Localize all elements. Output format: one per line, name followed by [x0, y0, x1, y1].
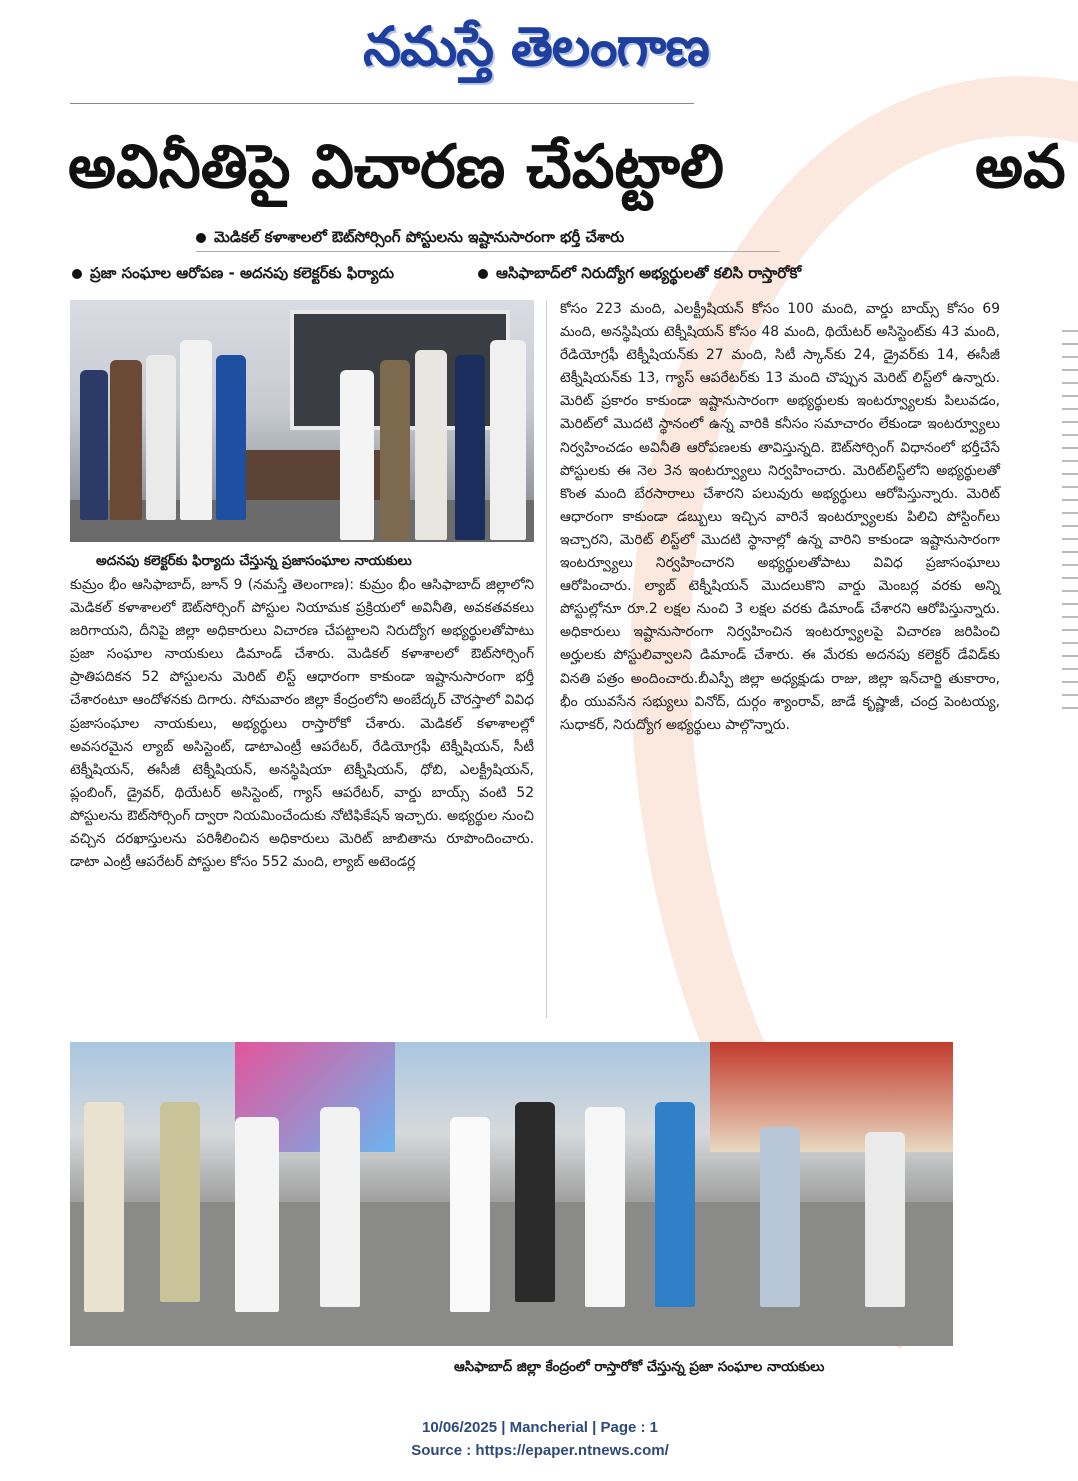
photo-rasta-roko-protest: [70, 1042, 953, 1346]
bullet-icon: [196, 233, 206, 243]
photo-person: [235, 1117, 279, 1312]
photo-person: [146, 355, 176, 520]
bullet-icon: [72, 269, 82, 279]
photo-person: [865, 1132, 905, 1307]
column-divider: [546, 300, 547, 1018]
adjacent-article-text-strip: [1062, 320, 1078, 1400]
photo-person: [180, 340, 212, 520]
subheadline-1: [196, 222, 780, 252]
article-headline: అవినీతిపై విచారణ చేపట్టాలి: [68, 132, 724, 202]
photo-shopfront: [710, 1042, 953, 1152]
photo-person: [760, 1127, 800, 1307]
photo-person: [320, 1107, 360, 1307]
adjacent-headline-fragment: అవ: [975, 132, 1066, 202]
photo-person: [655, 1102, 695, 1307]
article-body-middle-column: కోసం 223 మంది, ఎలక్ట్రీషియన్ కోసం 100 మంది, వార్డు బాయ్స్ కోసం 69 మంది, అనస్థిషియ టెక్నీషియన్ కోసం 48 మంది, థియేటర్ అసిస్టెంట్‌కు 43 మంది, రేడియోగ్రఫీ టెక్నీషియన్‌కు 27 మంది, సిటీ స్కాన్‌కు 24, డ్రైవర్‌కు 14, ఈసీజీ టెక్నీషియన్‌కు 13, గ్యాస్ ఆపరేటర్‌కు 13 మంది చొప్పున మెరిట్ లిస్ట్‌లో ఉన్నారు. మెరిట్ ప్రకారం కాకుండా ఇష్టానుసారంగా అభ్యర్థులకు ఇంటర్వ్యూలకు పిలువడం, మెరిట్‌లో మొదటి స్థానంలో ఉన్న వారికి కనీసం సమాచారం లేకుండా ఇంటర్వ్యూలు నిర్వహించడం అవినీతి ఆరోపణలకు తావిస్తున్నది. ఔట్‌సోర్సింగ్ విధానంలో భర్తీచేసే పోస్టులకు ఈ నెల 3న ఇంటర్వ్యూలు నిర్వహించారు. మెరిట్‌లిస్ట్‌లోని అభ్యర్థులతో కొంత మంది బేరసారాలు చేశారని పలువురు అభ్యర్థులు ఆరోపిస్తున్నారు. మెరిట్ ఆధారంగా కాకుండా డబ్బులు ఇచ్చిన వారినే ఇంటర్వ్యూలకు పిలిచి పోస్టింగ్‌లు ఇచ్చారని, మెరిట్ లిస్ట్‌లో మొదటి స్థానాల్లో ఉన్న వారిని కాకుండా ఇష్టానుసారంగా ఇంటర్వ్యూలు నిర్వహించారని అభ్యర్థులతోపాటు వివిధ ప్రజాసంఘాలు ఆరోపించారు. ల్యాబ్ టెక్నీషియన్ మొదలుకొని వార్డు మెంబర్ల వరకు అన్ని పోస్టుల్లోనూ రూ.2 లక్షల నుంచి 3 లక్షల వరకు డిమాండ్ చేశారని ఆరోపిస్తున్నారు. అధికారులు ఇష్టానుసారంగా నిర్వహించిన ఇంటర్వ్యూలపై విచారణ జరిపించి అర్హులకు పోస్టులివ్వాలని డిమాండ్ చేశారు. ఈ మేరకు అదనపు కలెక్టర్ డేవిడ్‌కు వినతి పత్రం అందించారు.బీఎస్పీ జిల్లా అధ్యక్షుడు రాజు, జిల్లా ఇన్‌చార్జి తుకారాం, భీం యువసేన సభ్యులు వినోద్, దుర్గం శ్యాంరావ్, జాడే కృష్ణాజీ, చంద్ర పెంటయ్య, సుధాకర్, నిరుద్యోగ అభ్యర్థులు పాల్గొన్నారు.: [560, 301, 1000, 733]
photo-caption-2: ఆసిఫాబాద్ జిల్లా కేంద్రంలో రాస్తారోకో చేస్తున్న ప్రజా సంఘాల నాయకులు: [454, 1359, 825, 1375]
photo-person: [455, 355, 485, 540]
footer-source-link[interactable]: Source : https://epaper.ntnews.com/: [411, 1442, 669, 1459]
subheadline-2: [72, 258, 492, 288]
subheadline-3-text: ఆసిఫాబాద్‌లో నిరుద్యోగ అభ్యర్థులతో కలిసి రాస్తారోకో: [496, 264, 802, 282]
subheadline-2-text: ప్రజా సంఘాల ఆరోపణ - అదనపు కలెక్టర్‌కు ఫిర్యాదు: [90, 264, 395, 282]
photo-person: [515, 1102, 555, 1302]
article-body-left-column: కుమ్రం భీం ఆసిఫాబాద్, జూన్ 9 (నమస్తే తెలంగాణ): కుమ్రం భీం ఆసిఫాబాద్ జిల్లాలోని మెడికల్ కళాశాలలో ఔట్‌సోర్సింగ్ పోస్టుల నియామక ప్రక్రియలో అవినీతి, అవకతవకలు జరిగాయని, దీనిపై జిల్లా అధికారులు విచారణ చేపట్టాలని నిరుద్యోగ అభ్యర్థులతోపాటు ప్రజా సంఘాల నాయకులు డిమాండ్ చేశారు. మెడికల్ కళాశాలలో ఔట్‌సోర్సింగ్ ప్రాతిపదికన 52 పోస్టులను మెరిట్ లిస్ట్ ఆధారంగా కాకుండా ఇష్టానుసారంగా భర్తీ చేశారంటూ ఆందోళనకు దిగారు. సోమవారం జిల్లా కేంద్రంలోని అంబేద్కర్ చౌరస్తాలో వివిధ ప్రజాసంఘాల నాయకులు, అభ్యర్థులు రాస్తారోకో చేశారు. మెడికల్ కళాశాలల్లో అవసరమైన ల్యాబ్ అసిస్టెంట్, డాటాఎంట్రీ ఆపరేటర్, రేడియోగ్రఫీ టెక్నీషియన్, సీటీ టెక్నీషియన్, ఈసీజీ టెక్నీషియన్, అనస్థిషియా టెక్నీషియన్, ధోబి, ఎలక్ట్రీషియన్, ప్లంబింగ్, డ్రైవర్, థియేటర్ అసిస్టెంట్, గ్యాస్ ఆపరేటర్, వార్డు బాయ్స్ వంటి 52 పోస్టులను ఔట్‌సోర్సింగ్ ద్వారా నియమించేందుకు నోటిఫికేషన్ ఇచ్చారు. అభ్యర్థుల నుంచి వచ్చిన దరఖాస్తులను పరిశీలించిన అధికారులు మెరిట్ జాబితాను రూపొందించారు. డాటా ఎంట్రీ ఆపరేటర్ పోస్టుల కోసం 552 మంది, ల్యాబ్ అటెండర్ల: [70, 577, 534, 871]
photo-person: [340, 370, 374, 540]
photo-person: [110, 360, 142, 520]
bullet-icon: [478, 269, 488, 279]
subheadline-1-text: మెడికల్ కళాశాలలో ఔట్‌సోర్సింగ్ పోస్టులను ఇష్టానుసారంగా భర్తీ చేశారు: [214, 228, 625, 246]
newspaper-masthead: నమస్తే తెలంగాణ: [363, 14, 709, 78]
subheadline-3: [478, 258, 898, 288]
photo-person: [216, 355, 246, 520]
photo-complaint-to-collector: [70, 300, 534, 542]
photo-person: [84, 1102, 124, 1312]
photo-person: [160, 1102, 200, 1302]
photo-person: [450, 1117, 490, 1312]
photo-person: [80, 370, 108, 520]
footer-edition-info: 10/06/2025 | Mancherial | Page : 1: [421, 1419, 659, 1436]
photo-caption-1: అదనపు కలెక్టర్‌కు ఫిర్యాదు చేస్తున్న ప్రజాసంఘాల నాయకులు: [96, 553, 412, 569]
photo-person: [380, 360, 410, 540]
photo-road-surface: [70, 1202, 953, 1346]
masthead-divider: [70, 103, 694, 104]
photo-person: [585, 1107, 625, 1307]
photo-person: [415, 350, 447, 540]
photo-person: [490, 340, 526, 540]
